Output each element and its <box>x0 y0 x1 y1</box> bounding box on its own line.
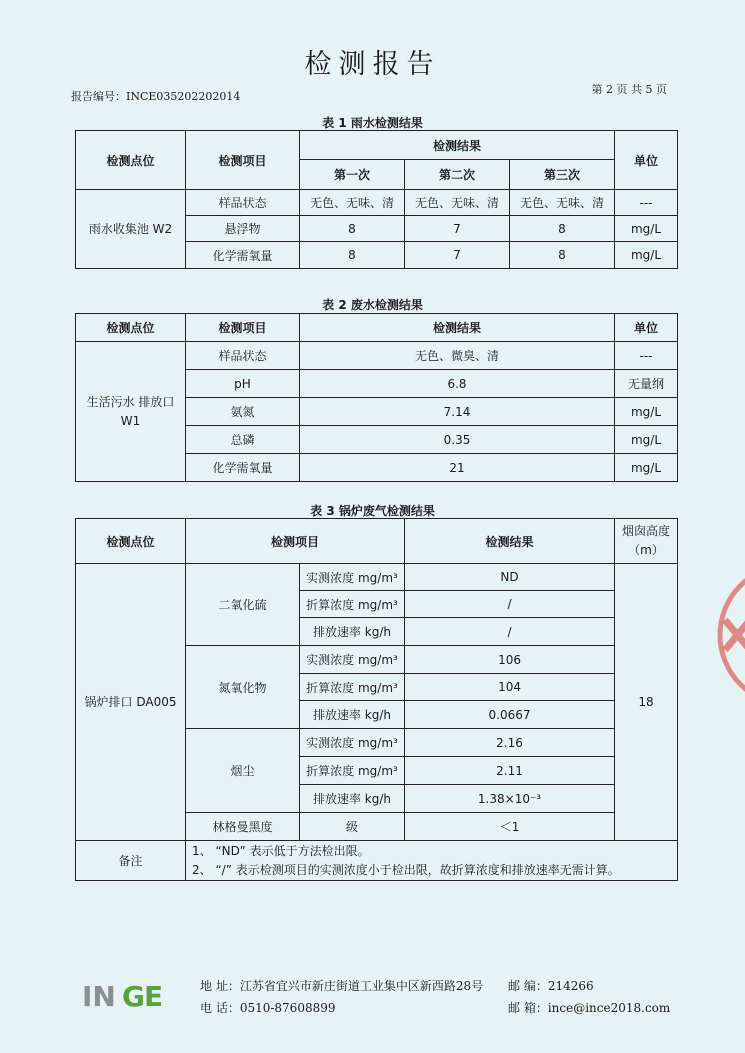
t2-header-item: 检测项目 <box>186 314 300 342</box>
t3-value: 106 <box>405 646 615 674</box>
t3-group-name: 烟尘 <box>186 729 300 813</box>
t1-item: 悬浮物 <box>186 216 300 242</box>
page-title: 检测报告 <box>304 49 441 80</box>
table2-caption: 表 2 废水检测结果 <box>322 298 423 312</box>
t3-subitem: 折算浓度 mg/m³ <box>300 674 405 701</box>
t3-subitem: 实测浓度 mg/m³ <box>300 564 405 591</box>
t2-header-point: 检测点位 <box>76 314 186 342</box>
footer-phone: 电 话：0510-87608899 <box>200 1001 336 1015</box>
t1-header-item: 检测项目 <box>186 131 300 190</box>
t2-value: 6.8 <box>300 370 615 398</box>
t2-item: 氨氮 <box>186 398 300 426</box>
t2-value: 7.14 <box>300 398 615 426</box>
remarks <box>186 841 678 881</box>
t1-value: 8 <box>300 242 405 269</box>
t2-point: 生活污水 排放口 W1 <box>76 342 186 482</box>
t3-chimney-height: 18 <box>615 564 678 841</box>
footer-email: 邮 箱：ince@ince2018.com <box>508 1001 671 1015</box>
remarks-label: 备注 <box>76 841 186 881</box>
t1-point: 雨水收集池 W2 <box>76 190 186 269</box>
t2-unit: mg/L <box>615 398 678 426</box>
t2-item: 总磷 <box>186 426 300 454</box>
svg-text:G: G <box>122 980 145 1013</box>
t3-header-point: 检测点位 <box>76 519 186 564</box>
t3-group-name: 林格曼黑度 <box>186 813 300 841</box>
t3-subitem: 级 <box>300 813 405 841</box>
t3-header-item: 检测项目 <box>186 519 405 564</box>
t2-header-unit: 单位 <box>615 314 678 342</box>
t2-value: 无色、微臭、清 <box>300 342 615 370</box>
t3-value: ＜1 <box>405 813 615 841</box>
t3-subitem: 折算浓度 mg/m³ <box>300 591 405 618</box>
t1-header-run: 第三次 <box>510 160 615 190</box>
t1-value: 无色、无味、清 <box>300 190 405 216</box>
remark-line: 1、 “ND” 表示低于方法检出限。 <box>192 843 370 858</box>
table1-caption: 表 1 雨水检测结果 <box>322 116 423 130</box>
t1-value: 无色、无味、清 <box>405 190 510 216</box>
t1-value: 8 <box>510 242 615 269</box>
t3-subitem: 折算浓度 mg/m³ <box>300 757 405 785</box>
t2-value: 0.35 <box>300 426 615 454</box>
company-logo <box>82 979 182 1013</box>
footer-address: 地 址：江苏省宜兴市新庄街道工业集中区新西路28号 <box>200 979 484 993</box>
t2-unit: mg/L <box>615 426 678 454</box>
t3-header-height: 烟囱高度 （m） <box>615 519 678 564</box>
t3-value: 104 <box>405 674 615 701</box>
t1-value: 7 <box>405 242 510 269</box>
table2-wastewater <box>75 313 678 482</box>
t2-item: 化学需氧量 <box>186 454 300 482</box>
t2-header-result: 检测结果 <box>300 314 615 342</box>
t1-value: 8 <box>300 216 405 242</box>
t1-unit: --- <box>615 190 678 216</box>
t1-item: 样品状态 <box>186 190 300 216</box>
t2-unit: mg/L <box>615 454 678 482</box>
t1-header-unit: 单位 <box>615 131 678 190</box>
t1-value: 8 <box>510 216 615 242</box>
t2-item: 样品状态 <box>186 342 300 370</box>
t1-value: 7 <box>405 216 510 242</box>
table1-rainwater <box>75 130 678 269</box>
t1-header-result: 检测结果 <box>300 131 615 160</box>
page-info: 第 2 页 共 5 页 <box>591 83 667 96</box>
table3-caption: 表 3 锅炉废气检测结果 <box>310 504 435 518</box>
t3-group-name: 氮氧化物 <box>186 646 300 729</box>
t1-value: 无色、无味、清 <box>510 190 615 216</box>
t1-header-run: 第一次 <box>300 160 405 190</box>
t2-unit: 无量纲 <box>615 370 678 398</box>
t1-header-point: 检测点位 <box>76 131 186 190</box>
t3-header-result: 检测结果 <box>405 519 615 564</box>
t3-value: / <box>405 618 615 646</box>
t3-value: / <box>405 591 615 618</box>
t3-subitem: 排放速率 kg/h <box>300 701 405 729</box>
t2-value: 21 <box>300 454 615 482</box>
t3-subitem: 实测浓度 mg/m³ <box>300 729 405 757</box>
t2-item: pH <box>186 370 300 398</box>
t3-value: 1.38×10⁻³ <box>405 785 615 813</box>
seal-stamp <box>695 560 745 710</box>
table3-boiler-exhaust <box>75 518 678 881</box>
t1-item: 化学需氧量 <box>186 242 300 269</box>
t3-subitem: 排放速率 kg/h <box>300 618 405 646</box>
t3-subitem: 排放速率 kg/h <box>300 785 405 813</box>
footer <box>0 975 745 1025</box>
t2-unit: --- <box>615 342 678 370</box>
report-number: 报告编号：INCE035202202014 <box>71 90 241 103</box>
svg-text:E: E <box>144 980 164 1013</box>
t1-header-run: 第二次 <box>405 160 510 190</box>
t3-value: ND <box>405 564 615 591</box>
t1-unit: mg/L <box>615 216 678 242</box>
remark-line: 2、 “/” 表示检测项目的实测浓度小于检出限，故折算浓度和排放速率无需计算。 <box>192 862 620 877</box>
t3-value: 0.0667 <box>405 701 615 729</box>
t3-value: 2.16 <box>405 729 615 757</box>
svg-text:IN: IN <box>82 980 116 1013</box>
t3-value: 2.11 <box>405 757 615 785</box>
t3-subitem: 实测浓度 mg/m³ <box>300 646 405 674</box>
t1-unit: mg/L <box>615 242 678 269</box>
footer-postcode: 邮 编：214266 <box>508 979 594 993</box>
t3-group-name: 二氧化硫 <box>186 564 300 646</box>
t3-point: 锅炉排口 DA005 <box>76 564 186 841</box>
